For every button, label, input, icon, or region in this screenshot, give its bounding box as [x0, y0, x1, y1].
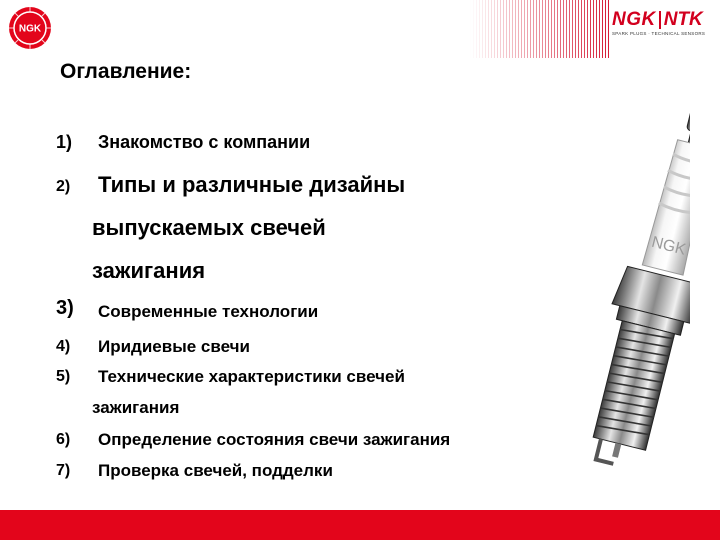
toc-item-1-number: 1)	[56, 132, 73, 152]
header-fade	[470, 0, 610, 58]
brand-divider	[659, 11, 661, 29]
brand-ngk-text: NGK	[612, 9, 656, 30]
toc-item-6-number: 6)	[56, 431, 71, 448]
plug-label: NGK	[649, 233, 688, 259]
footer-red-bar	[0, 510, 720, 540]
brand-subtitle: SPARK PLUGS · TECHNICAL SENSORS	[612, 31, 706, 36]
spark-plug-image	[520, 80, 690, 470]
toc-item-4-number: 4)	[56, 338, 71, 355]
toc-item-6-label: Определение состояния свечи зажигания	[98, 430, 451, 449]
brand-ntk-text: NTK	[663, 9, 703, 30]
toc-item-7-number: 7)	[56, 462, 71, 479]
toc-item-2-label-line3: зажигания	[92, 258, 206, 283]
toc-item-7-label: Проверка свечей, подделки	[98, 461, 333, 480]
toc-item-4-label: Иридиевые свечи	[98, 337, 250, 356]
toc-item-5-label-line2: зажигания	[92, 398, 180, 417]
toc-item-3-label: Современные технологии	[98, 302, 319, 321]
page-title: Оглавление:	[60, 60, 192, 83]
ngk-circle-logo	[8, 6, 52, 50]
toc-item-2-label-line2: выпускаемых свечей	[92, 215, 326, 240]
toc-item-1-label: Знакомство с компании	[98, 132, 311, 152]
circle-logo-text: NGK	[18, 23, 42, 35]
toc-item-3-number: 3)	[56, 297, 74, 319]
toc-item-2-label-line1: Типы и различные дизайны	[98, 172, 406, 197]
toc-item-2-number: 2)	[56, 178, 71, 195]
ngk-ntk-brand-logo	[612, 10, 708, 40]
toc-item-5-label-line1: Технические характеристики свечей	[98, 367, 405, 386]
toc-item-5-number: 5)	[56, 368, 71, 385]
